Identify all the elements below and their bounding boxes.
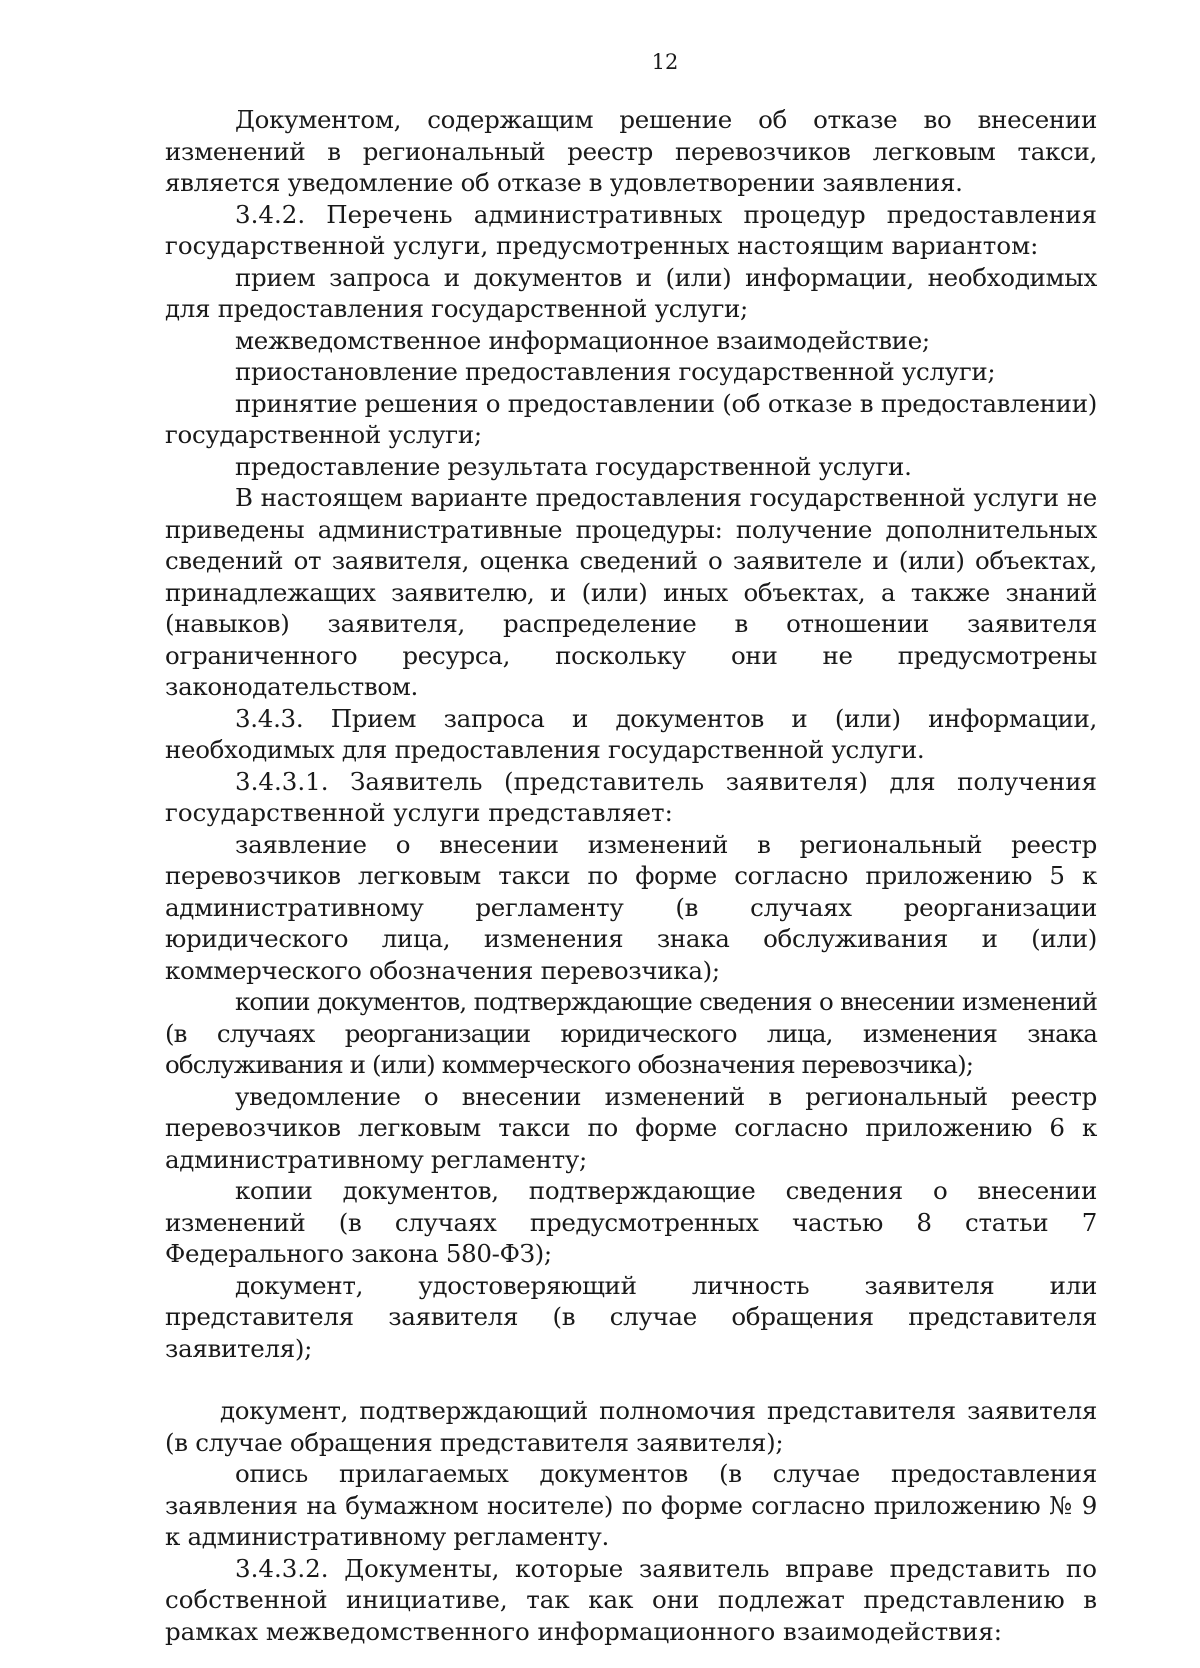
paragraph: Документом, содержащим решение об отказе во внесении изменений в региональный реестр перевозчиков легковым такси, является уведомление об отказе в удовлетворении заявления.	[165, 105, 1097, 197]
list-item: опись прилагаемых документов (в случае предоставления заявления на бумажном носителе) по форме согласно приложению № 9 к административному регламенту.	[165, 1459, 1097, 1551]
list-item: копии документов, подтверждающие сведения о внесении изменений (в случаях реорганизации юридического лица, изменения знака обслуживания и (или) коммерческого обозначения перевозчика);	[165, 987, 1097, 1079]
list-item: копии документов, подтверждающие сведения о внесении изменений (в случаях предусмотренных частью 8 статьи 7 Федерального закона 580-ФЗ);	[165, 1176, 1097, 1268]
list-item: межведомственное информационное взаимодействие;	[235, 325, 930, 355]
section-heading: 3.4.3. Прием запроса и документов и (или) информации, необходимых для предоставления государственной услуги.	[165, 703, 1097, 764]
section-heading: 3.4.2. Перечень административных процедур предоставления государственной услуги, предусмотренных настоящим вариантом:	[165, 199, 1097, 260]
list-item: прием запроса и документов и (или) информации, необходимых для предоставления государственной услуги;	[165, 262, 1097, 323]
blank-gap	[165, 1364, 1097, 1395]
list-item: заявление о внесении изменений в региональный реестр перевозчиков легковым такси по форме согласно приложению 5 к административному регламенту (в случаях реорганизации юридического лица, изменения знака обслуживания и (или) коммерческого обозначения перевозчика);	[165, 829, 1097, 985]
paragraph: В настоящем варианте предоставления государственной услуги не приведены административные процедуры: получение дополнительных сведений от заявителя, оценка сведений о заявителе и (или) объектах, принадлежащих заявителю, и (или) иных объектах, а также знаний (навыков) заявителя, распределение в отношении заявителя ограниченного ресурса, поскольку они не предусмотрены законодательством.	[165, 483, 1097, 701]
list-item: принятие решения о предоставлении (об отказе в предоставлении) государственной услуги;	[165, 388, 1097, 449]
page-number: 12	[651, 50, 679, 74]
list-item: приостановление предоставления государственной услуги;	[235, 357, 996, 386]
document-body	[165, 104, 1097, 1647]
subsection-heading: 3.4.3.1. Заявитель (представитель заявителя) для получения государственной услуги представляет:	[165, 766, 1097, 827]
list-item: предоставление результата государственной услуги.	[235, 451, 912, 481]
list-item: документ, удостоверяющий личность заявителя или представителя заявителя (в случае обращения представителя заявителя);	[165, 1270, 1097, 1363]
list-item: документ, подтверждающий полномочия представителя заявителя (в случае обращения представителя заявителя);	[165, 1396, 1097, 1457]
subsection-heading: 3.4.3.2. Документы, которые заявитель вправе представить по собственной инициативе, так как они подлежат представлению в рамках межведомственного информационного взаимодействия:	[165, 1553, 1097, 1646]
list-item: уведомление о внесении изменений в региональный реестр перевозчиков легковым такси по форме согласно приложению 6 к административному регламенту;	[165, 1081, 1097, 1174]
